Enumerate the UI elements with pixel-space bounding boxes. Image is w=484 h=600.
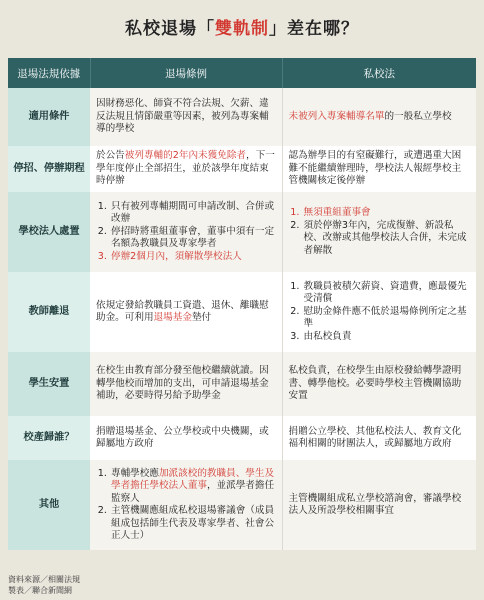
law-text: 的一般私立學校 [384, 110, 452, 122]
list-item: 1. 無須重組董事會 [303, 207, 471, 220]
ordinance-cell [90, 272, 282, 352]
ordinance-highlight: 退場基金 [153, 312, 192, 323]
credit-note: 製表／聯合新聞網 [8, 586, 72, 595]
ordinance-cell: 捐贈退場基金、公立學校或中央機關，或歸屬地方政府 [90, 416, 282, 460]
list-item: 1. 教職員被積欠薪資、資遣費，應最優先受清償 [303, 281, 471, 306]
list-item: 2. 慰助金條件應不低於退場條例所定之基準 [303, 306, 471, 331]
list-item: 3. 停辦2個月內，須解散學校法人 [110, 251, 276, 264]
law-cell [282, 88, 476, 146]
title-highlight: 雙軌制 [215, 19, 269, 39]
law-list [289, 281, 471, 344]
column-header-private-school-law: 私校法 [282, 58, 476, 88]
ordinance-cell [90, 146, 282, 192]
column-header-basis: 退場法規依據 [8, 58, 90, 88]
ordinance-list [96, 468, 276, 543]
row-category: 校產歸誰？ [8, 416, 90, 460]
source-note: 資料來源／相關法規 [8, 575, 80, 584]
row-category: 其他 [8, 460, 90, 550]
row-category: 停招、停辦期程 [8, 146, 90, 192]
list-item: 2. 主管機關應組成私校退場審議會（成員組成包括師生代表及專家學者、社會公正人士） [110, 505, 276, 543]
title-before: 私校退場「 [125, 19, 215, 39]
law-cell: 捐贈公立學校、其他私校法人、教育文化福利相關的財團法人，或歸屬地方政府 [282, 416, 476, 460]
table-row [8, 460, 476, 550]
law-cell: 認為辦學目的有窒礙難行，或遭遇重大困難不能繼續辦理時，學校法人報經學校主管機關核定後停辦 [282, 146, 476, 192]
list-item [110, 468, 276, 506]
table-row [8, 352, 476, 416]
ordinance-cell [90, 460, 282, 550]
law-cell: 私校負責，在校學生由原校發給轉學證明書、轉學他校。必要時學校主管機關協助安置 [282, 352, 476, 416]
row-category: 學校法人處置 [8, 192, 90, 272]
law-list [289, 207, 471, 257]
ordinance-cell: 因財務惡化、師資不符合法規、欠薪、違反法規且情節嚴重等因素，被列為專案輔導的學校 [90, 88, 282, 146]
ordinance-text: 依規定發給教職員工資遣、退休、離職慰助金。可利用 [96, 299, 269, 323]
law-cell: 主管機關組成私立學校諮詢會，審議學校法人及所設學校相關事宜 [282, 460, 476, 550]
table-header-row [8, 58, 476, 88]
ordinance-cell [90, 192, 282, 272]
ordinance-text: 專輔學校應 [111, 467, 159, 479]
list-item: 3. 由私校負責 [303, 331, 471, 344]
list-item: 2. 須於停辦3年內，完成復辦、新設私校、改辦或其他學校法人合併，未完成者解散 [303, 220, 471, 258]
list-item: 1. 只有被列專輔期間可申請改制、合併或改辦 [110, 201, 276, 226]
ordinance-text: 於公告 [96, 150, 125, 162]
table-row [8, 192, 476, 272]
comparison-table [8, 58, 476, 550]
ordinance-text: ，下一學年度停止全部招生，並於該學年度結束時停辦 [96, 150, 275, 187]
ordinance-list [96, 201, 276, 264]
list-item: 2. 停招時將重組董事會，董事中須有一定名額為教職員及專家學者 [110, 226, 276, 251]
table-row [8, 88, 476, 146]
ordinance-highlight: 加派該校的教職員、學生及學者擔任學校法人董事 [111, 467, 275, 491]
row-category: 適用條件 [8, 88, 90, 146]
row-category: 學生安置 [8, 352, 90, 416]
table-row [8, 146, 476, 192]
title-after: 」差在哪？ [269, 19, 359, 39]
column-header-ordinance: 退場條例 [90, 58, 282, 88]
ordinance-highlight: 被列專輔的2年內未獲免除者 [124, 150, 247, 162]
law-highlight: 未被列入專案輔導名單 [288, 110, 385, 122]
ordinance-text: 墊付 [191, 312, 212, 323]
table-row [8, 416, 476, 460]
row-category: 教師離退 [8, 272, 90, 352]
footer [8, 574, 80, 596]
ordinance-text: ，並派學者擔任監察人 [111, 480, 275, 504]
law-cell [282, 272, 476, 352]
ordinance-cell: 在校生由教育部分發至他校繼續就讀。因轉學他校而增加的支出，可申請退場基金補助，必要時得另給予助學金 [90, 352, 282, 416]
table-row [8, 272, 476, 352]
page-title [0, 14, 484, 39]
law-cell [282, 192, 476, 272]
